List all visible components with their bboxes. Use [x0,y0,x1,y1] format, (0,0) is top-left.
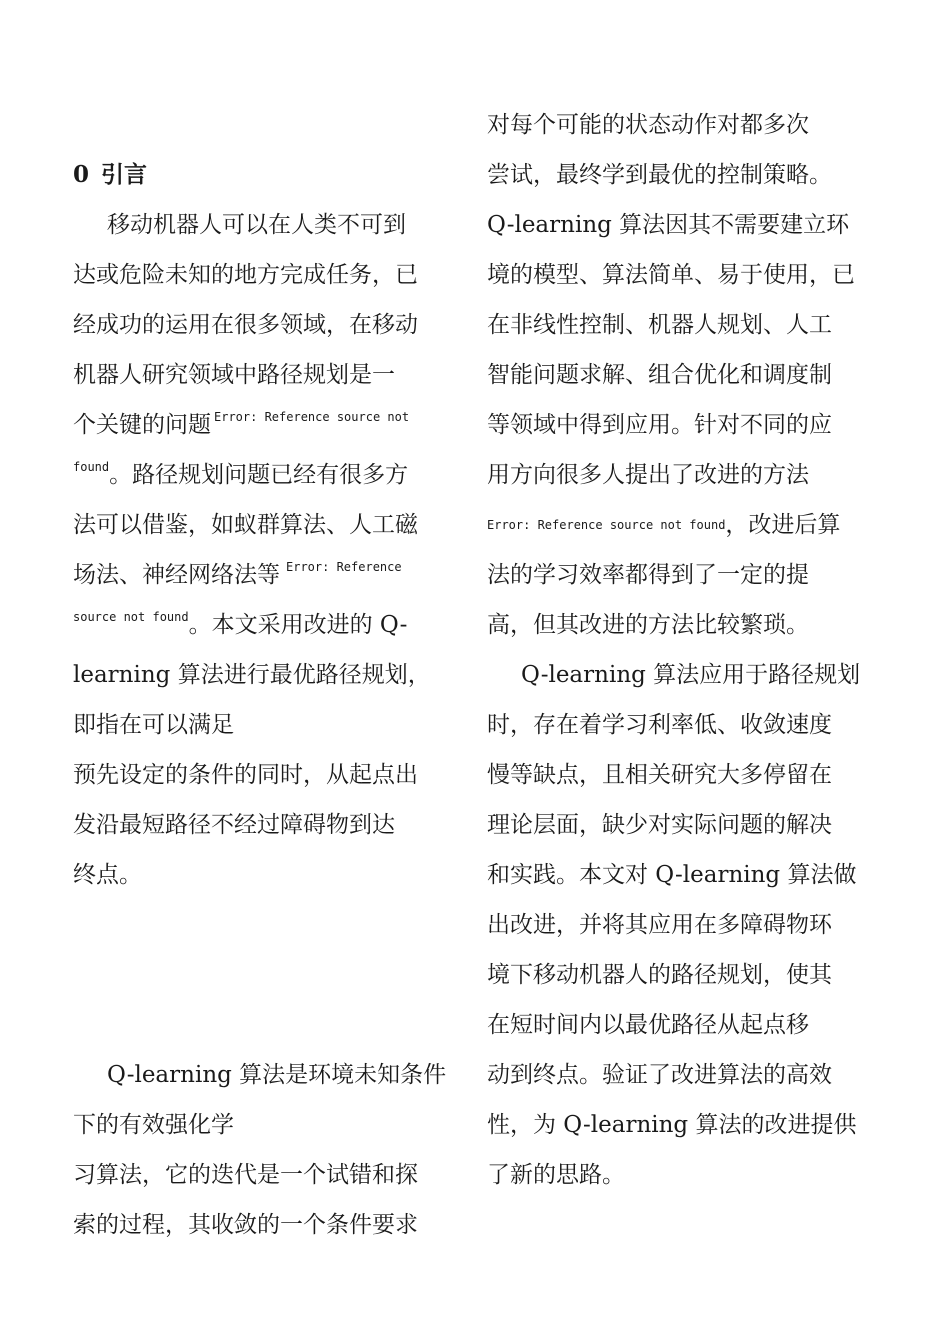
text-line: 经成功的运用在很多领域，在移动 [73,312,418,338]
text-line: Q-learning 算法应用于路径规划 [521,662,861,688]
text-line: 终点。 [73,862,142,888]
text-line: 对每个可能的状态动作对都多次 [487,112,809,138]
reference-error: Error: Reference source not found [487,518,726,532]
text-line: found 。路径规划问题已经有很多方 [73,460,409,488]
text-line: 时，存在着学习利率低、收敛速度 [487,712,832,738]
text-line: 在非线性控制、机器人规划、人工 [487,312,832,338]
text-line: 下的有效强化学 [73,1112,234,1138]
text-line: 预先设定的条件的同时，从起点出 [73,762,418,788]
heading-title: 引言 [101,161,148,188]
text-line: 等领域中得到应用。针对不同的应 [487,412,832,438]
text-line: 和实践。本文对 Q-learning 算法做 [487,862,857,888]
text-line: 高，但其改进的方法比较繁琐。 [487,612,809,638]
text-line: 用方向很多人提出了改进的方法 [487,462,809,488]
text-line: 尝试，最终学到最优的控制策略。 [487,162,832,188]
text-line: source not found 。本文采用改进的 Q- [73,610,408,638]
text-line: 理论层面，缺少对实际问题的解决 [487,812,832,838]
text-line: 在短时间内以最优路径从起点移 [487,1012,809,1038]
text-line: 了新的思路。 [487,1162,625,1188]
heading-number: 0 [73,161,90,188]
reference-error: source not found [73,610,189,624]
reference-error: found [73,460,110,474]
text-line: learning 算法进行最优路径规划， [73,662,431,688]
text-line: 发沿最短路径不经过障碍物到达 [73,812,395,838]
text-line: 索的过程，其收敛的一个条件要求 [73,1212,418,1238]
text-line: 即指在可以满足 [73,712,234,738]
text-line: 移动机器人可以在人类不可到 [107,212,406,238]
text-line: 性，为 Q-learning 算法的改进提供 [487,1112,857,1138]
text-line: 习算法，它的迭代是一个试错和探 [73,1162,418,1188]
text-line: 达或危险未知的地方完成任务，已 [73,262,418,288]
text-line: 场法、神经网络法等 Error: Reference [73,560,402,588]
text-line: Error: Reference source not found ，改进后算 [487,500,871,550]
text-line: 法的学习效率都得到了一定的提 [487,562,809,588]
text-line: 智能问题求解、组合优化和调度制 [487,362,832,388]
text-line: 机器人研究领域中路径规划是一 [73,362,395,388]
text-line: Q-learning 算法因其不需要建立环 [487,212,850,238]
text-line: 个关键的问题 Error: Reference source not [73,410,410,438]
section-heading [73,150,457,200]
text-line: 境的模型、算法简单、易于使用，已 [487,262,855,288]
reference-error: Error: Reference source not [214,410,410,424]
text-line: Q-learning 算法是环境未知条件 [107,1062,447,1088]
text-line: 境下移动机器人的路径规划，使其 [487,962,832,988]
text-line: 慢等缺点，且相关研究大多停留在 [487,762,832,788]
text-line: 法可以借鉴，如蚁群算法、人工磁 [73,512,418,538]
reference-error: Error: Reference [286,560,402,574]
text-line: 动到终点。验证了改进算法的高效 [487,1062,832,1088]
text-line: 出改进，并将其应用在多障碍物环 [487,912,832,938]
